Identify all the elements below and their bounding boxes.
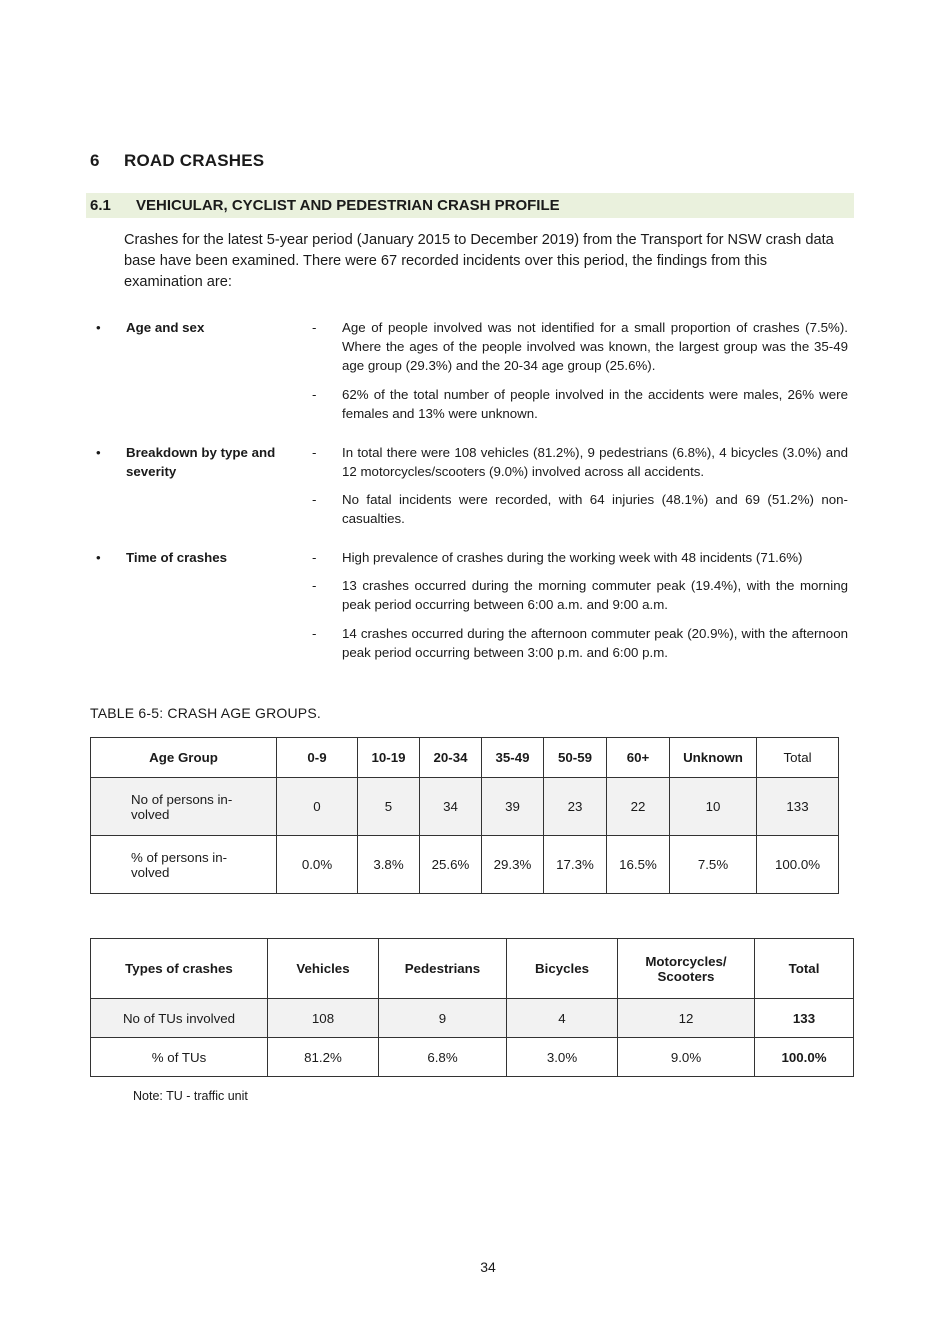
dash-marker: - bbox=[312, 320, 317, 335]
table-cell: 23 bbox=[544, 778, 607, 836]
table-cell: 5 bbox=[358, 778, 420, 836]
table-header-row bbox=[91, 738, 839, 778]
table-total-cell: 100.0% bbox=[755, 1038, 854, 1077]
table-row-label: No of TUs involved bbox=[91, 999, 268, 1038]
crash-age-table bbox=[90, 737, 839, 894]
table-header-cell: 35-49 bbox=[482, 738, 544, 778]
bullet-marker: • bbox=[96, 550, 101, 565]
table-cell: 3.0% bbox=[507, 1038, 618, 1077]
page-number: 34 bbox=[480, 1259, 496, 1275]
table-header-cell: Age Group bbox=[91, 738, 277, 778]
dash-marker: - bbox=[312, 626, 317, 641]
table-cell: 22 bbox=[607, 778, 670, 836]
dash-marker: - bbox=[312, 387, 317, 402]
table-note: Note: TU - traffic unit bbox=[133, 1089, 248, 1103]
dash-marker: - bbox=[312, 550, 317, 565]
finding-label: • Age and sex bbox=[96, 320, 205, 335]
table-header-cell: Total bbox=[757, 738, 839, 778]
table-cell: 81.2% bbox=[268, 1038, 379, 1077]
table-header-cell: Bicycles bbox=[507, 939, 618, 999]
table-cell: 4 bbox=[507, 999, 618, 1038]
table-cell: 9 bbox=[379, 999, 507, 1038]
table-row-label: % of persons in-volved bbox=[91, 836, 277, 894]
finding-label: • Time of crashes bbox=[96, 550, 228, 565]
subsection-number: 6.1 bbox=[90, 197, 111, 214]
table-header-cell: 10-19 bbox=[358, 738, 420, 778]
table-cell: 0.0% bbox=[277, 836, 358, 894]
table-header-cell: Unknown bbox=[670, 738, 757, 778]
crash-types-table bbox=[90, 938, 854, 1077]
table-row bbox=[91, 999, 854, 1038]
finding-label: • Breakdown by type and severity bbox=[96, 445, 276, 479]
table-total-cell: 133 bbox=[755, 999, 854, 1038]
table-row bbox=[91, 836, 839, 894]
subsection-heading bbox=[86, 193, 854, 218]
table-row-label: % of TUs bbox=[91, 1038, 268, 1077]
table-cell: 39 bbox=[482, 778, 544, 836]
table-header-cell: 20-34 bbox=[420, 738, 482, 778]
table-header-cell: 60+ bbox=[607, 738, 670, 778]
section-number: 6 bbox=[90, 151, 100, 170]
table-cell: 0 bbox=[277, 778, 358, 836]
table-row-label: No of persons in-volved bbox=[91, 778, 277, 836]
intro-paragraph: Crashes for the latest 5-year period (January 2015 to December 2019) from the Transport for NSW crash data base have been examined. There were 67 recorded incidents over this period, the findings from this examination are: bbox=[124, 232, 834, 290]
table-header-cell: Vehicles bbox=[268, 939, 379, 999]
table-row bbox=[91, 778, 839, 836]
table-cell: 6.8% bbox=[379, 1038, 507, 1077]
table-header-cell: 0-9 bbox=[277, 738, 358, 778]
table-cell: 108 bbox=[268, 999, 379, 1038]
table-header-cell: Motorcycles/ Scooters bbox=[618, 939, 755, 999]
table-cell: 16.5% bbox=[607, 836, 670, 894]
section-heading bbox=[90, 151, 264, 171]
table-cell: 9.0% bbox=[618, 1038, 755, 1077]
bullet-marker: • bbox=[96, 320, 101, 335]
table-header-cell: Pedestrians bbox=[379, 939, 507, 999]
table-cell: 100.0% bbox=[757, 836, 839, 894]
table-cell: 12 bbox=[618, 999, 755, 1038]
table-row bbox=[91, 1038, 854, 1077]
table-cell: 29.3% bbox=[482, 836, 544, 894]
dash-marker: - bbox=[312, 492, 317, 507]
bullet-marker: • bbox=[96, 445, 101, 460]
table-header-cell: 50-59 bbox=[544, 738, 607, 778]
table-cell: 7.5% bbox=[670, 836, 757, 894]
table-cell: 3.8% bbox=[358, 836, 420, 894]
table-cell: 133 bbox=[757, 778, 839, 836]
table-header-row bbox=[91, 939, 854, 999]
section-title: ROAD CRASHES bbox=[124, 151, 265, 170]
subsection-title: VEHICULAR, CYCLIST AND PEDESTRIAN CRASH PROFILE bbox=[136, 197, 560, 214]
dash-marker: - bbox=[312, 578, 317, 593]
table-caption: TABLE 6-5: CRASH AGE GROUPS. bbox=[90, 705, 321, 721]
table-cell: 34 bbox=[420, 778, 482, 836]
table-cell: 25.6% bbox=[420, 836, 482, 894]
table-cell: 17.3% bbox=[544, 836, 607, 894]
table-cell: 10 bbox=[670, 778, 757, 836]
table-header-cell: Total bbox=[755, 939, 854, 999]
table-header-cell: Types of crashes bbox=[91, 939, 268, 999]
dash-marker: - bbox=[312, 445, 317, 460]
